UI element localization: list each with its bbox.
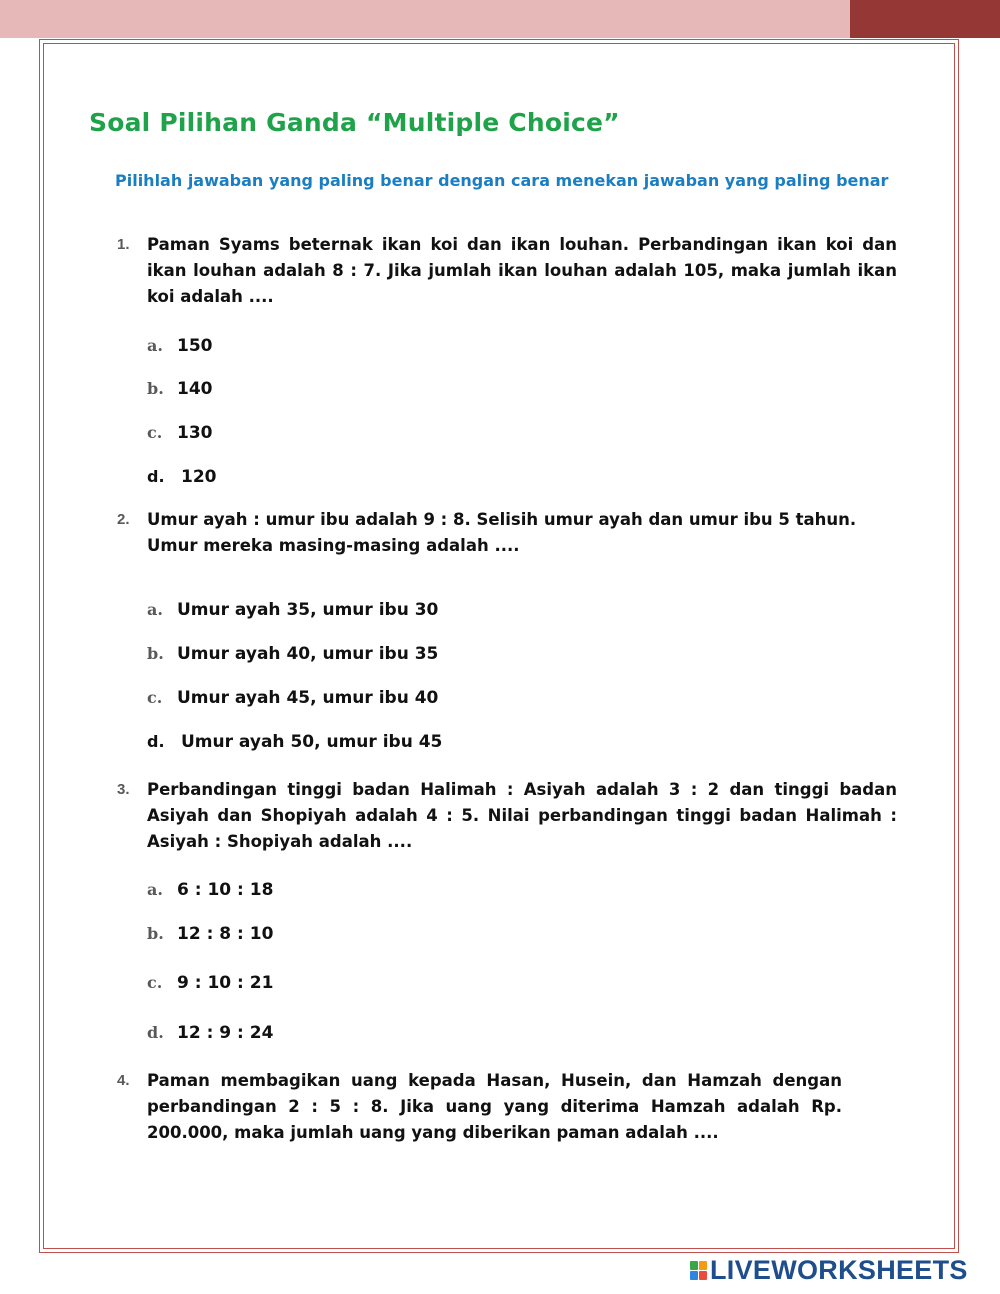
question-number: 2. — [117, 511, 130, 528]
option-label: d. — [147, 1023, 164, 1042]
option-text[interactable]: Umur ayah 40, umur ibu 35 — [177, 644, 439, 664]
q1-option-a[interactable] — [147, 333, 213, 359]
liveworksheets-logo-icon — [690, 1261, 707, 1280]
option-text[interactable]: 12 : 9 : 24 — [177, 1023, 274, 1043]
question-3 — [113, 777, 897, 855]
option-text[interactable]: 150 — [177, 336, 213, 356]
option-text[interactable]: 120 — [181, 467, 217, 487]
option-text[interactable]: Umur ayah 50, umur ibu 45 — [181, 732, 443, 752]
logo-square — [690, 1271, 698, 1280]
question-4 — [113, 1068, 842, 1146]
option-text[interactable]: Umur ayah 45, umur ibu 40 — [177, 688, 439, 708]
question-number: 3. — [117, 781, 130, 798]
option-label: a. — [147, 600, 163, 619]
page-title: Soal Pilihan Ganda “Multiple Choice” — [89, 108, 620, 137]
q1-option-c[interactable] — [147, 420, 213, 446]
liveworksheets-logo[interactable] — [690, 1253, 968, 1287]
option-text[interactable]: 140 — [177, 379, 213, 399]
option-label: b. — [147, 924, 164, 943]
question-text: Paman Syams beternak ikan koi dan ikan louhan. Perbandingan ikan koi dan ikan louhan adalah 8 : 7. Jika jumlah ikan louhan adalah 105, maka jumlah ikan koi adalah .... — [147, 235, 897, 306]
option-label: d. — [147, 732, 165, 751]
q2-option-c[interactable] — [147, 685, 438, 711]
option-label: c. — [147, 423, 163, 442]
q2-option-b[interactable] — [147, 641, 438, 667]
q1-option-d[interactable] — [147, 464, 217, 490]
option-label: c. — [147, 688, 163, 707]
option-label: b. — [147, 644, 164, 663]
question-text: Perbandingan tinggi badan Halimah : Asiyah adalah 3 : 2 dan tinggi badan Asiyah dan Shopiyah adalah 4 : 5. Nilai perbandingan tinggi badan Halimah : Asiyah : Shopiyah adalah .... — [147, 780, 897, 851]
logo-square — [690, 1261, 698, 1270]
option-text[interactable]: 9 : 10 : 21 — [177, 973, 274, 993]
option-text[interactable]: 130 — [177, 423, 213, 443]
top-banner-accent — [850, 0, 1000, 38]
q3-option-a[interactable] — [147, 877, 273, 903]
q2-option-a[interactable] — [147, 597, 438, 623]
option-label: b. — [147, 379, 164, 398]
question-1 — [113, 232, 897, 310]
logo-text: LIVEWORKSHEETS — [710, 1255, 968, 1285]
q3-option-c[interactable] — [147, 970, 273, 996]
option-label: a. — [147, 880, 163, 899]
option-label: c. — [147, 973, 163, 992]
question-text: Umur ayah : umur ibu adalah 9 : 8. Selisih umur ayah dan umur ibu 5 tahun. Umur mereka masing-masing adalah .... — [147, 510, 857, 555]
logo-square — [699, 1271, 707, 1280]
question-number: 4. — [117, 1072, 130, 1089]
question-number: 1. — [117, 236, 130, 253]
option-text[interactable]: Umur ayah 35, umur ibu 30 — [177, 600, 439, 620]
q3-option-b[interactable] — [147, 921, 273, 947]
question-text: Paman membagikan uang kepada Hasan, Husein, dan Hamzah dengan perbandingan 2 : 5 : 8. Jika uang yang diterima Hamzah adalah Rp. 200.000, maka jumlah uang yang diberikan paman adalah .... — [147, 1071, 842, 1142]
q1-option-b[interactable] — [147, 376, 213, 402]
question-2 — [113, 507, 897, 559]
instruction-text: Pilihlah jawaban yang paling benar dengan cara menekan jawaban yang paling benar — [115, 171, 889, 190]
option-text[interactable]: 12 : 8 : 10 — [177, 924, 274, 944]
option-label: d. — [147, 467, 165, 486]
option-text[interactable]: 6 : 10 : 18 — [177, 880, 274, 900]
logo-square — [699, 1261, 707, 1270]
q3-option-d[interactable] — [147, 1020, 273, 1046]
q2-option-d[interactable] — [147, 729, 442, 755]
option-label: a. — [147, 336, 163, 355]
